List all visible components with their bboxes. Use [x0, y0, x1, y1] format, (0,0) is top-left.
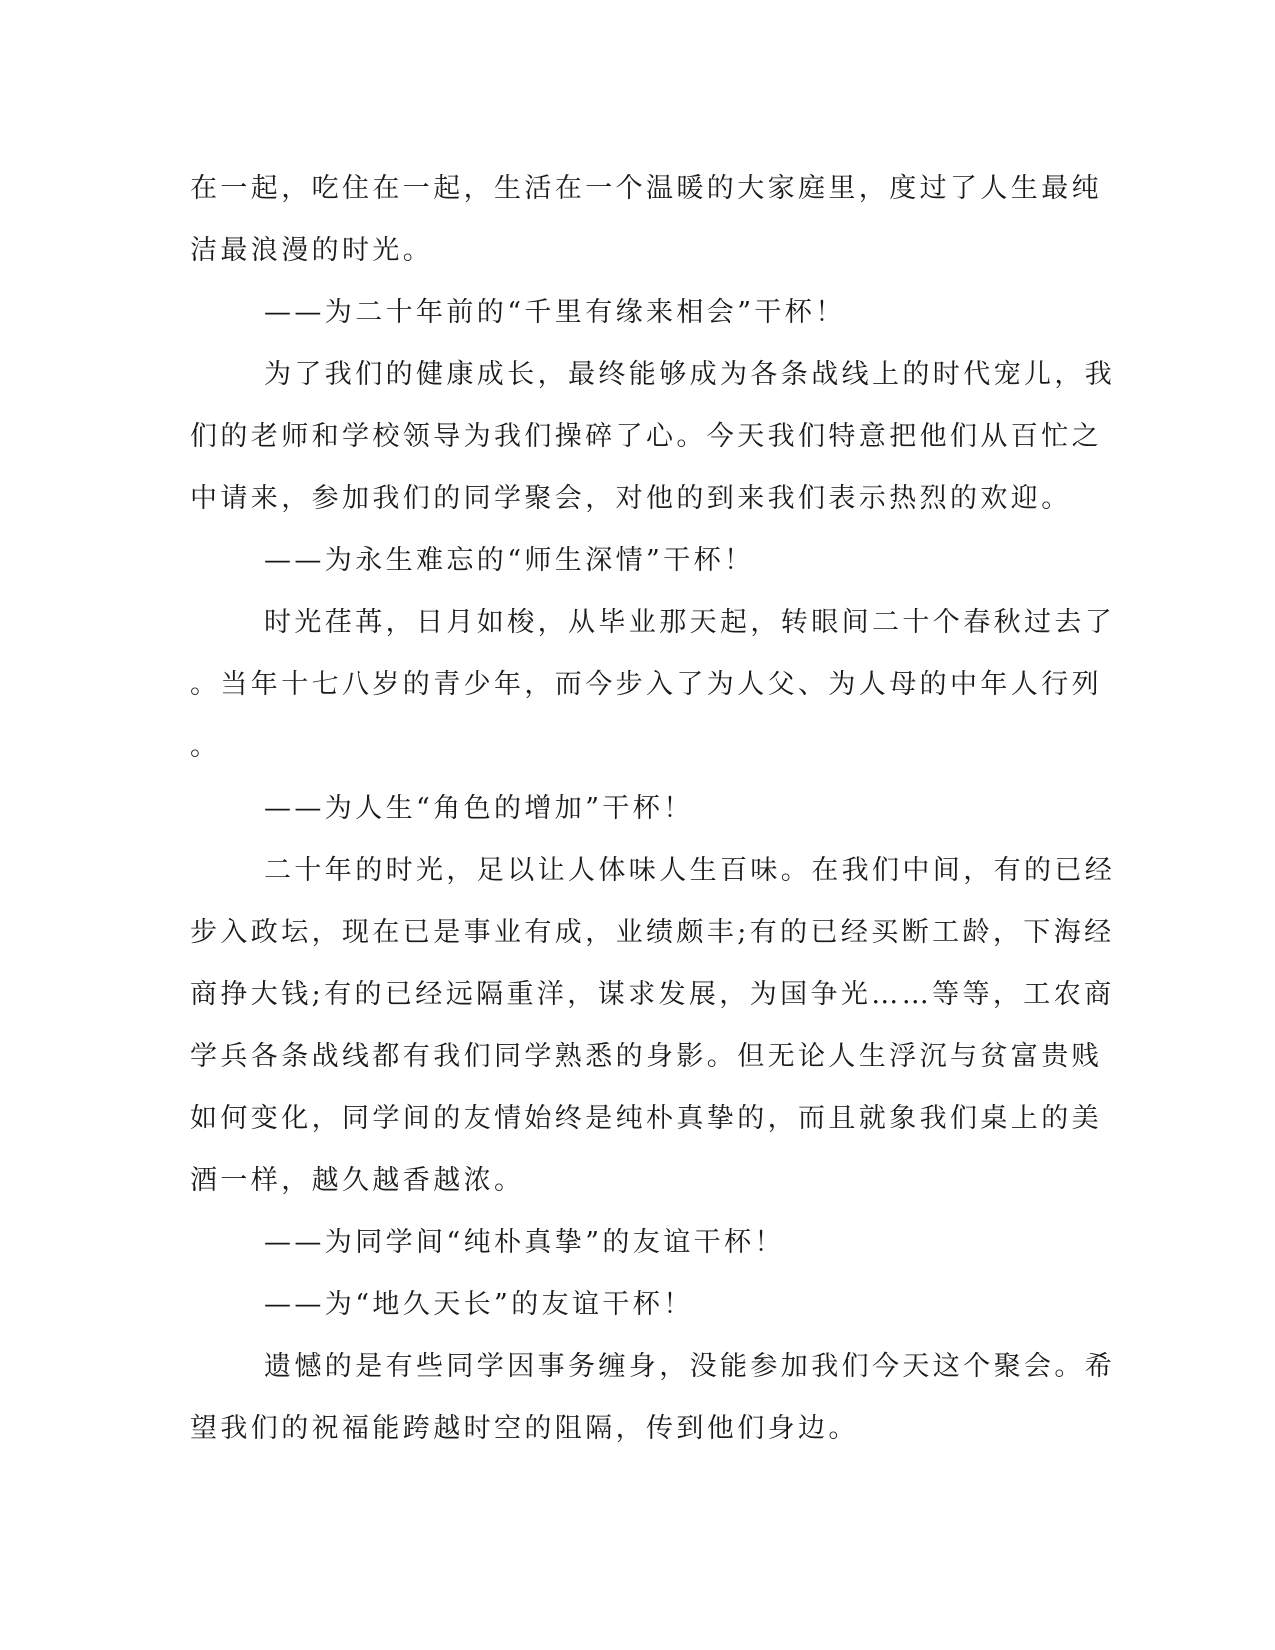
text-line: 如何变化，同学间的友情始终是纯朴真挚的，而且就象我们桌上的美: [190, 1103, 1102, 1134]
text-line: 学兵各条战线都有我们同学熟悉的身影。但无论人生浮沉与贫富贵贱: [190, 1041, 1102, 1072]
paragraph-3: [190, 344, 1116, 530]
text-line: 。当年十七八岁的青少年，而今步入了为人父、为人母的中年人行列: [190, 669, 1102, 700]
text-line: 遗憾的是有些同学因事务缠身，没能参加我们今天这个聚会。希: [264, 1351, 1116, 1382]
text-line: 酒一样，越久越香越浓。: [190, 1165, 525, 1196]
paragraph-1: [190, 158, 1102, 282]
text-line: 中请来，参加我们的同学聚会，对他的到来我们表示热烈的欢迎。: [190, 483, 1072, 514]
text-line: 为了我们的健康成长，最终能够成为各条战线上的时代宠儿，我: [264, 359, 1116, 390]
text-line: ——为永生难忘的“师生深情”干杯！: [264, 545, 755, 576]
document-body: [190, 158, 1116, 1460]
text-line: ——为二十年前的“千里有缘来相会”干杯！: [264, 297, 846, 328]
paragraph-2-toast: [190, 282, 1090, 344]
text-line: 商挣大钱;有的已经远隔重洋，谋求发展，为国争光……等等，工农商: [190, 979, 1115, 1010]
paragraph-7: [190, 840, 1116, 1212]
text-line: 洁最浪漫的时光。: [190, 235, 434, 266]
text-line: 时光荏苒，日月如梭，从毕业那天起，转眼间二十个春秋过去了: [264, 607, 1116, 638]
paragraph-10: [190, 1336, 1116, 1460]
paragraph-6-toast: [190, 778, 1090, 840]
text-line: ——为同学间“纯朴真挚”的友谊干杯！: [264, 1227, 785, 1258]
paragraph-9-toast: [190, 1274, 1090, 1336]
text-line: 步入政坛，现在已是事业有成，业绩颇丰;有的已经买断工龄，下海经: [190, 917, 1115, 948]
paragraph-4-toast: [190, 530, 1090, 592]
paragraph-5: [190, 592, 1116, 778]
text-line: ——为“地久天长”的友谊干杯！: [264, 1289, 694, 1320]
text-line: 在一起，吃住在一起，生活在一个温暖的大家庭里，度过了人生最纯: [190, 173, 1102, 204]
text-line: 望我们的祝福能跨越时空的阻隔，传到他们身边。: [190, 1413, 859, 1444]
text-line: 们的老师和学校领导为我们操碎了心。今天我们特意把他们从百忙之: [190, 421, 1102, 452]
text-line: 。: [190, 731, 221, 762]
text-line: ——为人生“角色的增加”干杯！: [264, 793, 694, 824]
paragraph-8-toast: [190, 1212, 1090, 1274]
text-line: 二十年的时光，足以让人体味人生百味。在我们中间，有的已经: [264, 855, 1116, 886]
